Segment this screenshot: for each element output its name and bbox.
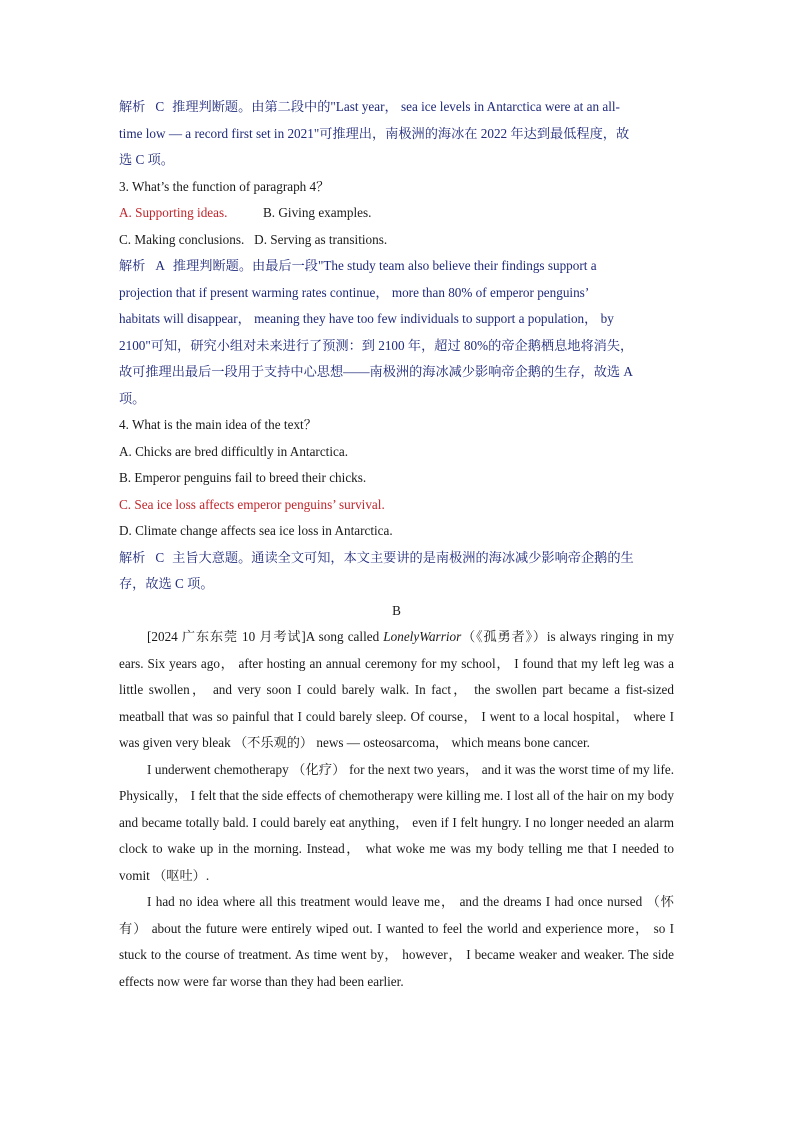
section-heading: B: [392, 602, 401, 618]
q4-option-d: D. Climate change affects sea ice loss in Antarctica.: [119, 523, 393, 538]
passage-paragraph-2: I underwent chemotherapy （化疗） for the next two years， and it was the worst time of my life. Physically， I felt that the side effects of chemotherapy were killing me. I lost all of the hair on my body and became totally bald. I could barely eat anything， even if I felt hungry. I no longer needed an alarm clock to wake up in the morning. Instead， what woke me was my body telling me that I needed to vomit （呕吐）.: [119, 761, 674, 883]
song-title: LonelyWarrior: [383, 629, 462, 644]
q2-explanation-line-3: 选 C 项。: [119, 152, 174, 167]
explanation-answer: C: [155, 99, 165, 114]
passage-source: [2024 广东东莞 10 月考试]: [147, 629, 306, 644]
passage-text: （《孤勇者》）is always ringing in my ears. Six years ago， after hosting an annual ceremony for my school， I found that my left leg was a little swollen， and very soon I could barely walk. In fact， the swollen part became a fist-sized meatball that was so painful that I could barely sleep. Of course， I went to a local hospital， where I was given very bleak （不乐观的） news — osteosarcoma， which means bone cancer.: [119, 629, 674, 750]
q3-option-d: D. Serving as transitions.: [254, 231, 388, 247]
q3-explanation-line-6: 项。: [119, 390, 146, 406]
explanation-label: 解析: [119, 549, 146, 565]
q3-option-b: B. Giving examples.: [263, 205, 372, 220]
explanation-label: 解析: [119, 99, 146, 114]
explanation-text: 推理判断题。由第二段中的"Last year， sea ice levels in Antarctica were at an all-: [172, 99, 620, 114]
document-page: [119, 94, 674, 995]
q4-question: 4. What is the main idea of the text？: [119, 417, 317, 432]
explanation-text: 主旨大意题。通读全文可知，本文主要讲的是南极洲的海冰减少影响帝企鹅的生: [172, 549, 634, 565]
q2-explanation-line-1: [119, 94, 674, 121]
explanation-label: 解析: [119, 258, 146, 273]
q4-explanation-line-2: 存，故选 C 项。: [119, 576, 214, 591]
explanation-text: 推理判断题。由最后一段"The study team also believe their findings support a: [172, 258, 597, 273]
explanation-answer: C: [155, 549, 165, 565]
q3-option-c: C. Making conclusions.: [119, 231, 245, 247]
q3-explanation-line-2: projection that if present warming rates continue， more than 80% of emperor penguins’: [119, 284, 590, 300]
q3-explanation-line-3: habitats will disappear， meaning they have too few individuals to support a population， by: [119, 311, 614, 326]
passage-text: A song called: [305, 629, 384, 644]
q3-explanation-line-4: 2100"可知，研究小组对未来进行了预测：到 2100 年，超过 80%的帝企鹅栖息地将消失，: [119, 337, 634, 353]
q4-option-c: C. Sea ice loss affects emperor penguins’ survival.: [119, 496, 385, 512]
passage-paragraph-3: I had no idea where all this treatment would leave me， and the dreams I had once nursed （怀有） about the future were entirely wiped out. I wanted to feel the world and experience more， so I stuck to the course of treatment. As time went by， however， I became weaker and weaker. The side effects now were far worse than they had been earlier.: [119, 894, 674, 989]
q4-option-a: A. Chicks are bred difficultly in Antarctica.: [119, 443, 349, 459]
q3-option-a: A. Supporting ideas.: [119, 205, 228, 220]
q4-option-b: B. Emperor penguins fail to breed their chicks.: [119, 470, 367, 485]
q3-explanation-line-5: 故可推理出最后一段用于支持中心思想——南极洲的海冰减少影响帝企鹅的生存，故选 A: [119, 364, 633, 379]
q4-explanation-line-1: [119, 545, 674, 572]
q3-explanation-line-1: [119, 253, 674, 280]
q3-options-row-1: [119, 200, 674, 227]
q3-options-row-2: [119, 227, 674, 254]
explanation-answer: A: [155, 258, 165, 273]
passage-paragraph-1: [119, 624, 674, 757]
q2-explanation-line-2: time low — a record first set in 2021"可推理出，南极洲的海冰在 2022 年达到最低程度，故: [119, 125, 630, 141]
q3-question: 3. What’s the function of paragraph 4？: [119, 178, 330, 194]
